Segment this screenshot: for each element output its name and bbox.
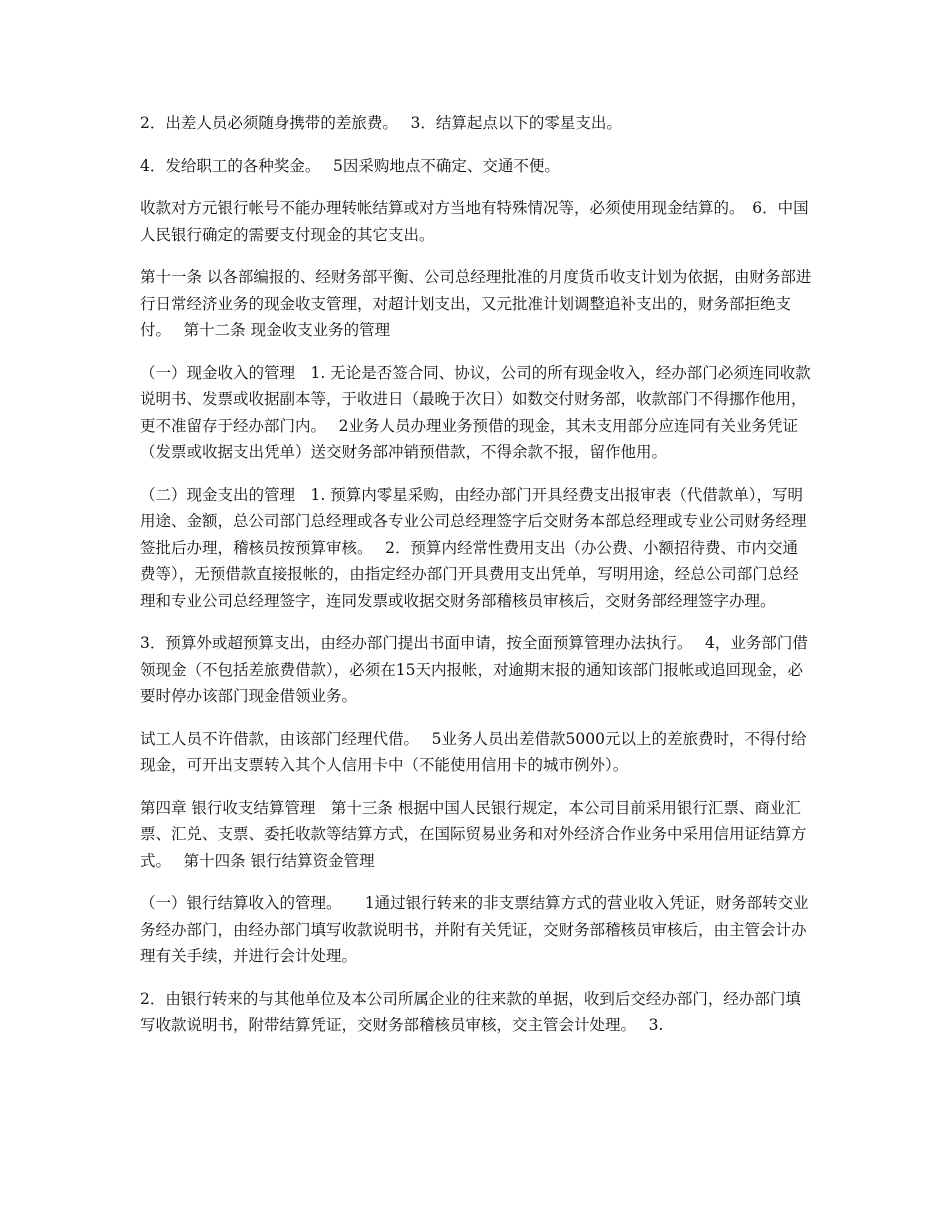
document-page (140, 110, 812, 1055)
paragraph-text: 第十一条 以各部编报的、经财务部平衡、公司总经理批准的月度货币收支计划为依据，由财务部进行日常经济业务的现金收支管理，对超计划支出，又元批准计划调整追补支出的，财务部拒绝支付。 第十二条 现金收支业务的管理 (140, 268, 812, 339)
paragraph-text: （二）现金支出的管理 1. 预算内零星采购，由经办部门开具经费支出报审表（代借款单），写明用途、金额，总公司部门总经理或各专业公司总经理签字后交财务本部总经理或专业公司财务经理签批后办理，稽核员按预算审核。 2．预算内经常性费用支出（办公费、小额招待费、市内交通费等），无预借款直接报帐的，由指定经办部门开具费用支出凭单，写明用途，经总公司部门总经理和专业公司总经理签字，连同发票或收据交财务部稽核员审核后，交财务部经理签字办理。 (140, 485, 807, 610)
paragraph-6 (140, 482, 812, 615)
paragraph-text: 第四章 银行收支结算管理 第十三条 根据中国人民银行规定，本公司目前采用银行汇票、商业汇票、汇兑、支票、委托收款等结算方式，在国际贸易业务和对外经济合作业务中采用信用证结算方式。 第十四条 银行结算资金管理 (140, 798, 807, 870)
paragraph-3 (140, 195, 812, 248)
paragraph-text: 收款对方元银行帐号不能办理转帐结算或对方当地有特殊情况等，必须使用现金结算的。 6．中国人民银行确定的需要支付现金的其它支出。 (140, 199, 809, 244)
paragraph-7 (140, 630, 812, 710)
paragraph-1 (140, 110, 812, 137)
paragraph-text: 2．出差人员必须随身携带的差旅费。 3．结算起点以下的零星支出。 (140, 114, 622, 132)
paragraph-text: 3．预算外或超预算支出，由经办部门提出书面申请，按全面预算管理办法执行。 4，业务部门借领现金（不包括差旅费借款），必须在15天内报帐，对逾期末报的通知该部门报帐或追回现金，必要时停办该部门现金借领业务。 (140, 634, 808, 705)
paragraph-5 (140, 360, 812, 466)
paragraph-text: （一）现金收入的管理 1. 无论是否签合同、协议，公司的所有现金收入，经办部门必须连同收款说明书、发票或收据副本等，于收进日（最晚于次日）如数交付财务部，收款部门不得挪作他用，更不准留存于经办部门内。 2业务人员办理业务预借的现金，其未支用部分应连同有关业务凭证（发票或收据支出凭单）送交财务部冲销预借款，不得余款不报，留作他用。 (140, 363, 811, 461)
paragraph-4 (140, 264, 812, 344)
paragraph-text: 4．发给职工的各种奖金。 5因采购地点不确定、交通不便。 (140, 156, 560, 175)
paragraph-9 (140, 795, 812, 875)
paragraph-10 (140, 890, 812, 970)
paragraph-text: 试工人员不许借款，由该部门经理代借。 5业务人员出差借款5000元以上的差旅费时，不得付给现金，可开出支票转入其个人信用卡中（不能使用信用卡的城市例外）。 (140, 729, 807, 774)
paragraph-text: （一）银行结算收入的管理。 1通过银行转来的非支票结算方式的营业收入凭证，财务部转交业务经办部门，由经办部门填写收款说明书，并附有关凭证，交财务部稽核员审核后，由主管会计办理有关手续，并进行会计处理。 (140, 894, 809, 965)
paragraph-8 (140, 726, 812, 779)
paragraph-2 (140, 153, 812, 180)
paragraph-11 (140, 986, 812, 1039)
paragraph-text: 2．由银行转来的与其他单位及本公司所属企业的往来款的单据，收到后交经办部门，经办部门填写收款说明书，附带结算凭证，交财务部稽核员审核，交主管会计处理。 3. (140, 989, 801, 1034)
